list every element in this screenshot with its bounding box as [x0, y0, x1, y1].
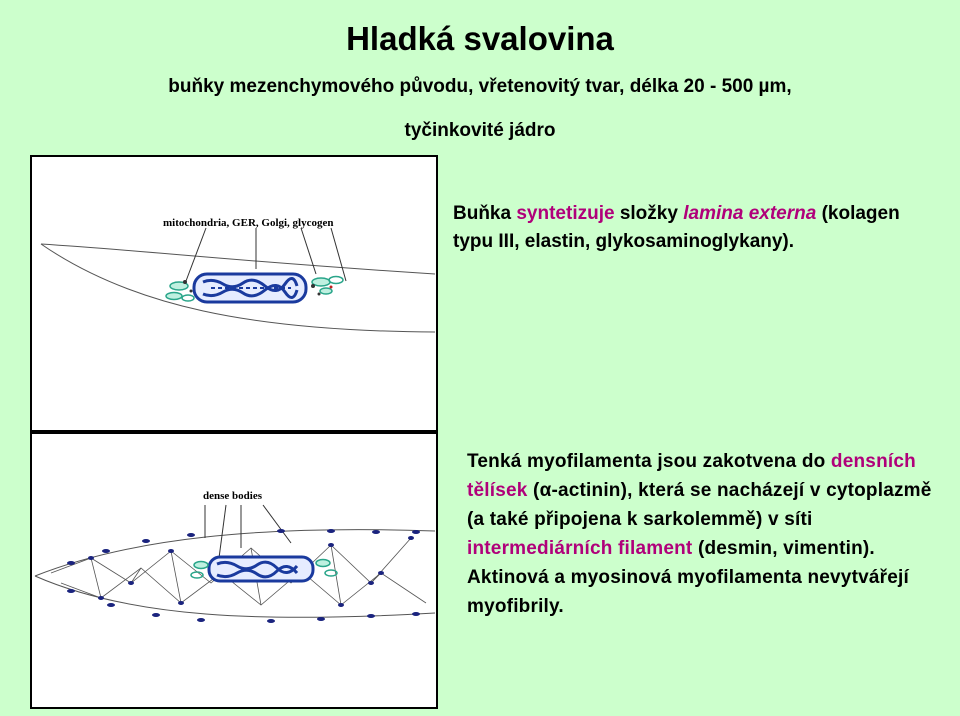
figure-1-label: mitochondria, GER, Golgi, glycogen [163, 217, 334, 229]
p2-text-1: Tenká myofilamenta jsou zakotvena do [467, 451, 831, 472]
subtitle-line-1: buňky mezenchymového původu, vřetenovitý tvar, délka 20 - 500 µm, [168, 76, 792, 97]
p2-text-3: (desmin, vimentin). Aktinová a myosinová myofilamenta nevytvářejí myofibrily. [467, 538, 909, 617]
dense-bodies-illustration [31, 433, 437, 708]
paragraph-myofilaments [467, 447, 947, 621]
p2-highlight-dense-bodies: densních tělísek [467, 451, 916, 501]
p1-highlight-syntetizuje: syntetizuje [516, 203, 615, 224]
p1-highlight-lamina-externa: lamina externa [683, 203, 817, 224]
cell-organelles-illustration [31, 156, 437, 431]
p2-highlight-intermediate-filaments: intermediárních filament [467, 538, 693, 559]
page-title: Hladká svalovina [346, 20, 614, 57]
paragraph-lamina-externa [453, 200, 933, 256]
p2-text-2: (α-actinin), která se nacházejí v cytoplazmě (a také připojena k sarkolemmě) v síti [467, 480, 932, 530]
figure-dense-bodies [30, 432, 438, 709]
subtitle-line-2: tyčinkovité jádro [404, 120, 556, 141]
p1-text-2: složky [614, 203, 684, 224]
figure-cell-organelles [30, 155, 438, 432]
figure-2-label: dense bodies [203, 490, 262, 502]
p1-text-1: Buňka [453, 203, 517, 224]
p1-text-3: (kolagen typu III, elastin, glykosaminoglykany). [453, 203, 900, 252]
